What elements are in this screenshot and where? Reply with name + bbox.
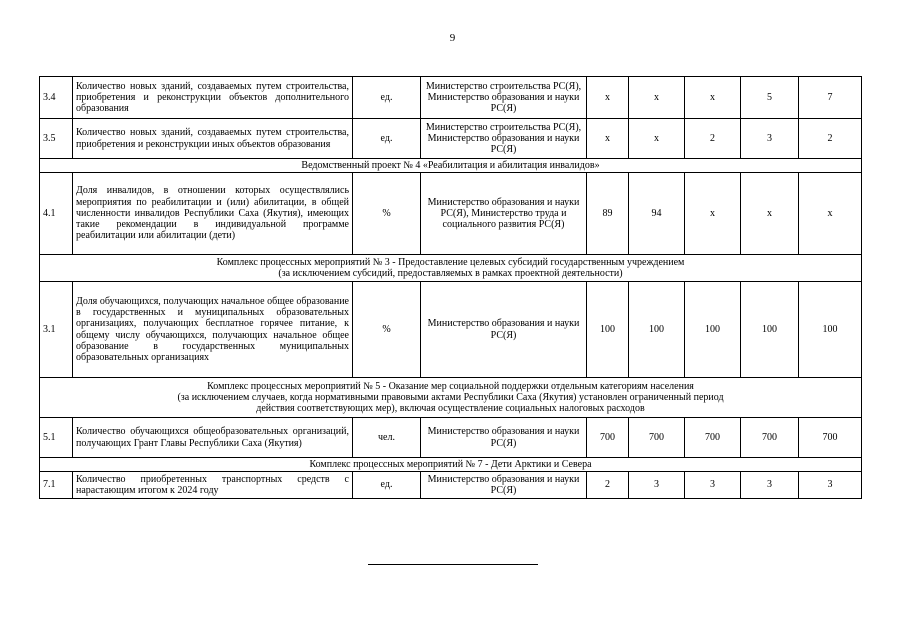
responsible-cell: Министерство строительства РС(Я), Министерство образования и науки РС(Я) bbox=[421, 119, 587, 159]
value-cell: 700 bbox=[629, 418, 685, 458]
value-cell: 7 bbox=[799, 77, 862, 119]
section-line: действия соответствующих мер), включая осуществление социальных налоговых расходов bbox=[256, 403, 645, 415]
table-row bbox=[40, 77, 862, 119]
page-number: 9 bbox=[449, 32, 456, 44]
value-cell: 2 bbox=[799, 119, 862, 159]
value-cell: х bbox=[685, 173, 741, 255]
section-row bbox=[40, 378, 862, 418]
responsible-cell: Министерство образования и науки РС(Я) bbox=[421, 282, 587, 378]
section-line: (за исключением субсидий, предоставляемых в рамках проектной деятельности) bbox=[278, 268, 623, 279]
value-cell: 3 bbox=[799, 472, 862, 499]
section-line: Ведомственный проект № 4 «Реабилитация и абилитация инвалидов» bbox=[301, 159, 600, 171]
indicator-cell bbox=[73, 119, 353, 159]
value-cell: 94 bbox=[629, 173, 685, 255]
section-line: Комплекс процессных мероприятий № 5 - Оказание мер социальной поддержки отдельным категориям населения bbox=[207, 380, 694, 392]
value-cell: х bbox=[629, 119, 685, 159]
unit-cell: чел. bbox=[353, 418, 421, 458]
indicator-text: Количество приобретенных транспортных средств с нарастающим итогом к 2024 году bbox=[76, 473, 349, 496]
value-cell: 2 bbox=[587, 472, 629, 499]
unit-cell: ед. bbox=[353, 472, 421, 499]
value-cell: 3 bbox=[629, 472, 685, 499]
indicator-text: Доля инвалидов, в отношении которых осуществлялись мероприятия по реабилитации и (или) абилитации, в общей численности инвалидов Республики Саха (Якутия), имеющих такие рекомендации в индивидуальной программе реабилитации или абилитации (дети) bbox=[76, 185, 349, 242]
section-title bbox=[40, 255, 862, 282]
indicator-cell bbox=[73, 472, 353, 499]
value-cell: х bbox=[685, 77, 741, 119]
section-line: (за исключением случаев, когда нормативными правовыми актами Республики Саха (Якутия) установлен ограниченный период bbox=[177, 391, 724, 403]
indicator-cell bbox=[73, 77, 353, 119]
responsible-cell: Министерство образования и науки РС(Я) bbox=[421, 418, 587, 458]
value-cell: 3 bbox=[741, 472, 799, 499]
value-cell: 89 bbox=[587, 173, 629, 255]
table-row bbox=[40, 119, 862, 159]
table-row bbox=[40, 472, 862, 499]
section-row bbox=[40, 458, 862, 472]
section-row bbox=[40, 255, 862, 282]
value-cell: 700 bbox=[741, 418, 799, 458]
indicator-text: Доля обучающихся, получающих начальное общее образование в государственных и муниципальных образовательных организациях, получающих бесплатное горячее питание, к общему числу обучающихся, получающих начальное общее образование в государственных муниципальных образовательных организациях bbox=[76, 295, 349, 363]
section-row bbox=[40, 159, 862, 173]
unit-cell: % bbox=[353, 173, 421, 255]
table-row bbox=[40, 282, 862, 378]
end-divider bbox=[368, 564, 538, 565]
value-cell: 700 bbox=[685, 418, 741, 458]
unit-cell: ед. bbox=[353, 119, 421, 159]
value-cell: 700 bbox=[799, 418, 862, 458]
section-title bbox=[40, 378, 862, 418]
value-cell: х bbox=[629, 77, 685, 119]
section-line: Комплекс процессных мероприятий № 3 - Предоставление целевых субсидий государственным учреждением bbox=[216, 256, 685, 268]
row-number: 3.5 bbox=[40, 119, 73, 159]
value-cell: 100 bbox=[741, 282, 799, 378]
value-cell: 3 bbox=[741, 119, 799, 159]
value-cell: х bbox=[741, 173, 799, 255]
table-row bbox=[40, 418, 862, 458]
unit-cell: ед. bbox=[353, 77, 421, 119]
row-number: 4.1 bbox=[40, 173, 73, 255]
indicator-cell bbox=[73, 418, 353, 458]
responsible-cell: Министерство образования и науки РС(Я) bbox=[421, 472, 587, 499]
section-title bbox=[40, 458, 862, 472]
value-cell: х bbox=[587, 119, 629, 159]
table-row bbox=[40, 173, 862, 255]
indicator-cell bbox=[73, 173, 353, 255]
value-cell: 3 bbox=[685, 472, 741, 499]
responsible-cell: Министерство образования и науки РС(Я), Министерство труда и социального развития РС(Я) bbox=[421, 173, 587, 255]
value-cell: 5 bbox=[741, 77, 799, 119]
section-line: Комплекс процессных мероприятий № 7 - Дети Арктики и Севера bbox=[309, 458, 592, 470]
value-cell: х bbox=[587, 77, 629, 119]
row-number: 5.1 bbox=[40, 418, 73, 458]
responsible-cell: Министерство строительства РС(Я), Министерство образования и науки РС(Я) bbox=[421, 77, 587, 119]
value-cell: 100 bbox=[587, 282, 629, 378]
unit-cell: % bbox=[353, 282, 421, 378]
value-cell: 100 bbox=[799, 282, 862, 378]
value-cell: 100 bbox=[685, 282, 741, 378]
indicator-text: Количество обучающихся общеобразовательных организаций, получающих Грант Главы Республики Саха (Якутия) bbox=[76, 426, 349, 449]
indicators-table bbox=[39, 76, 862, 499]
indicator-text: Количество новых зданий, создаваемых путем строительства, приобретения и реконструкции иных объектов образования bbox=[76, 127, 349, 150]
section-title bbox=[40, 159, 862, 173]
value-cell: 100 bbox=[629, 282, 685, 378]
row-number: 3.1 bbox=[40, 282, 73, 378]
row-number: 3.4 bbox=[40, 77, 73, 119]
value-cell: 700 bbox=[587, 418, 629, 458]
row-number: 7.1 bbox=[40, 472, 73, 499]
value-cell: 2 bbox=[685, 119, 741, 159]
value-cell: х bbox=[799, 173, 862, 255]
indicator-cell bbox=[73, 282, 353, 378]
indicator-text: Количество новых зданий, создаваемых путем строительства, приобретения и реконструкции объектов дополнительного образования bbox=[76, 80, 349, 115]
